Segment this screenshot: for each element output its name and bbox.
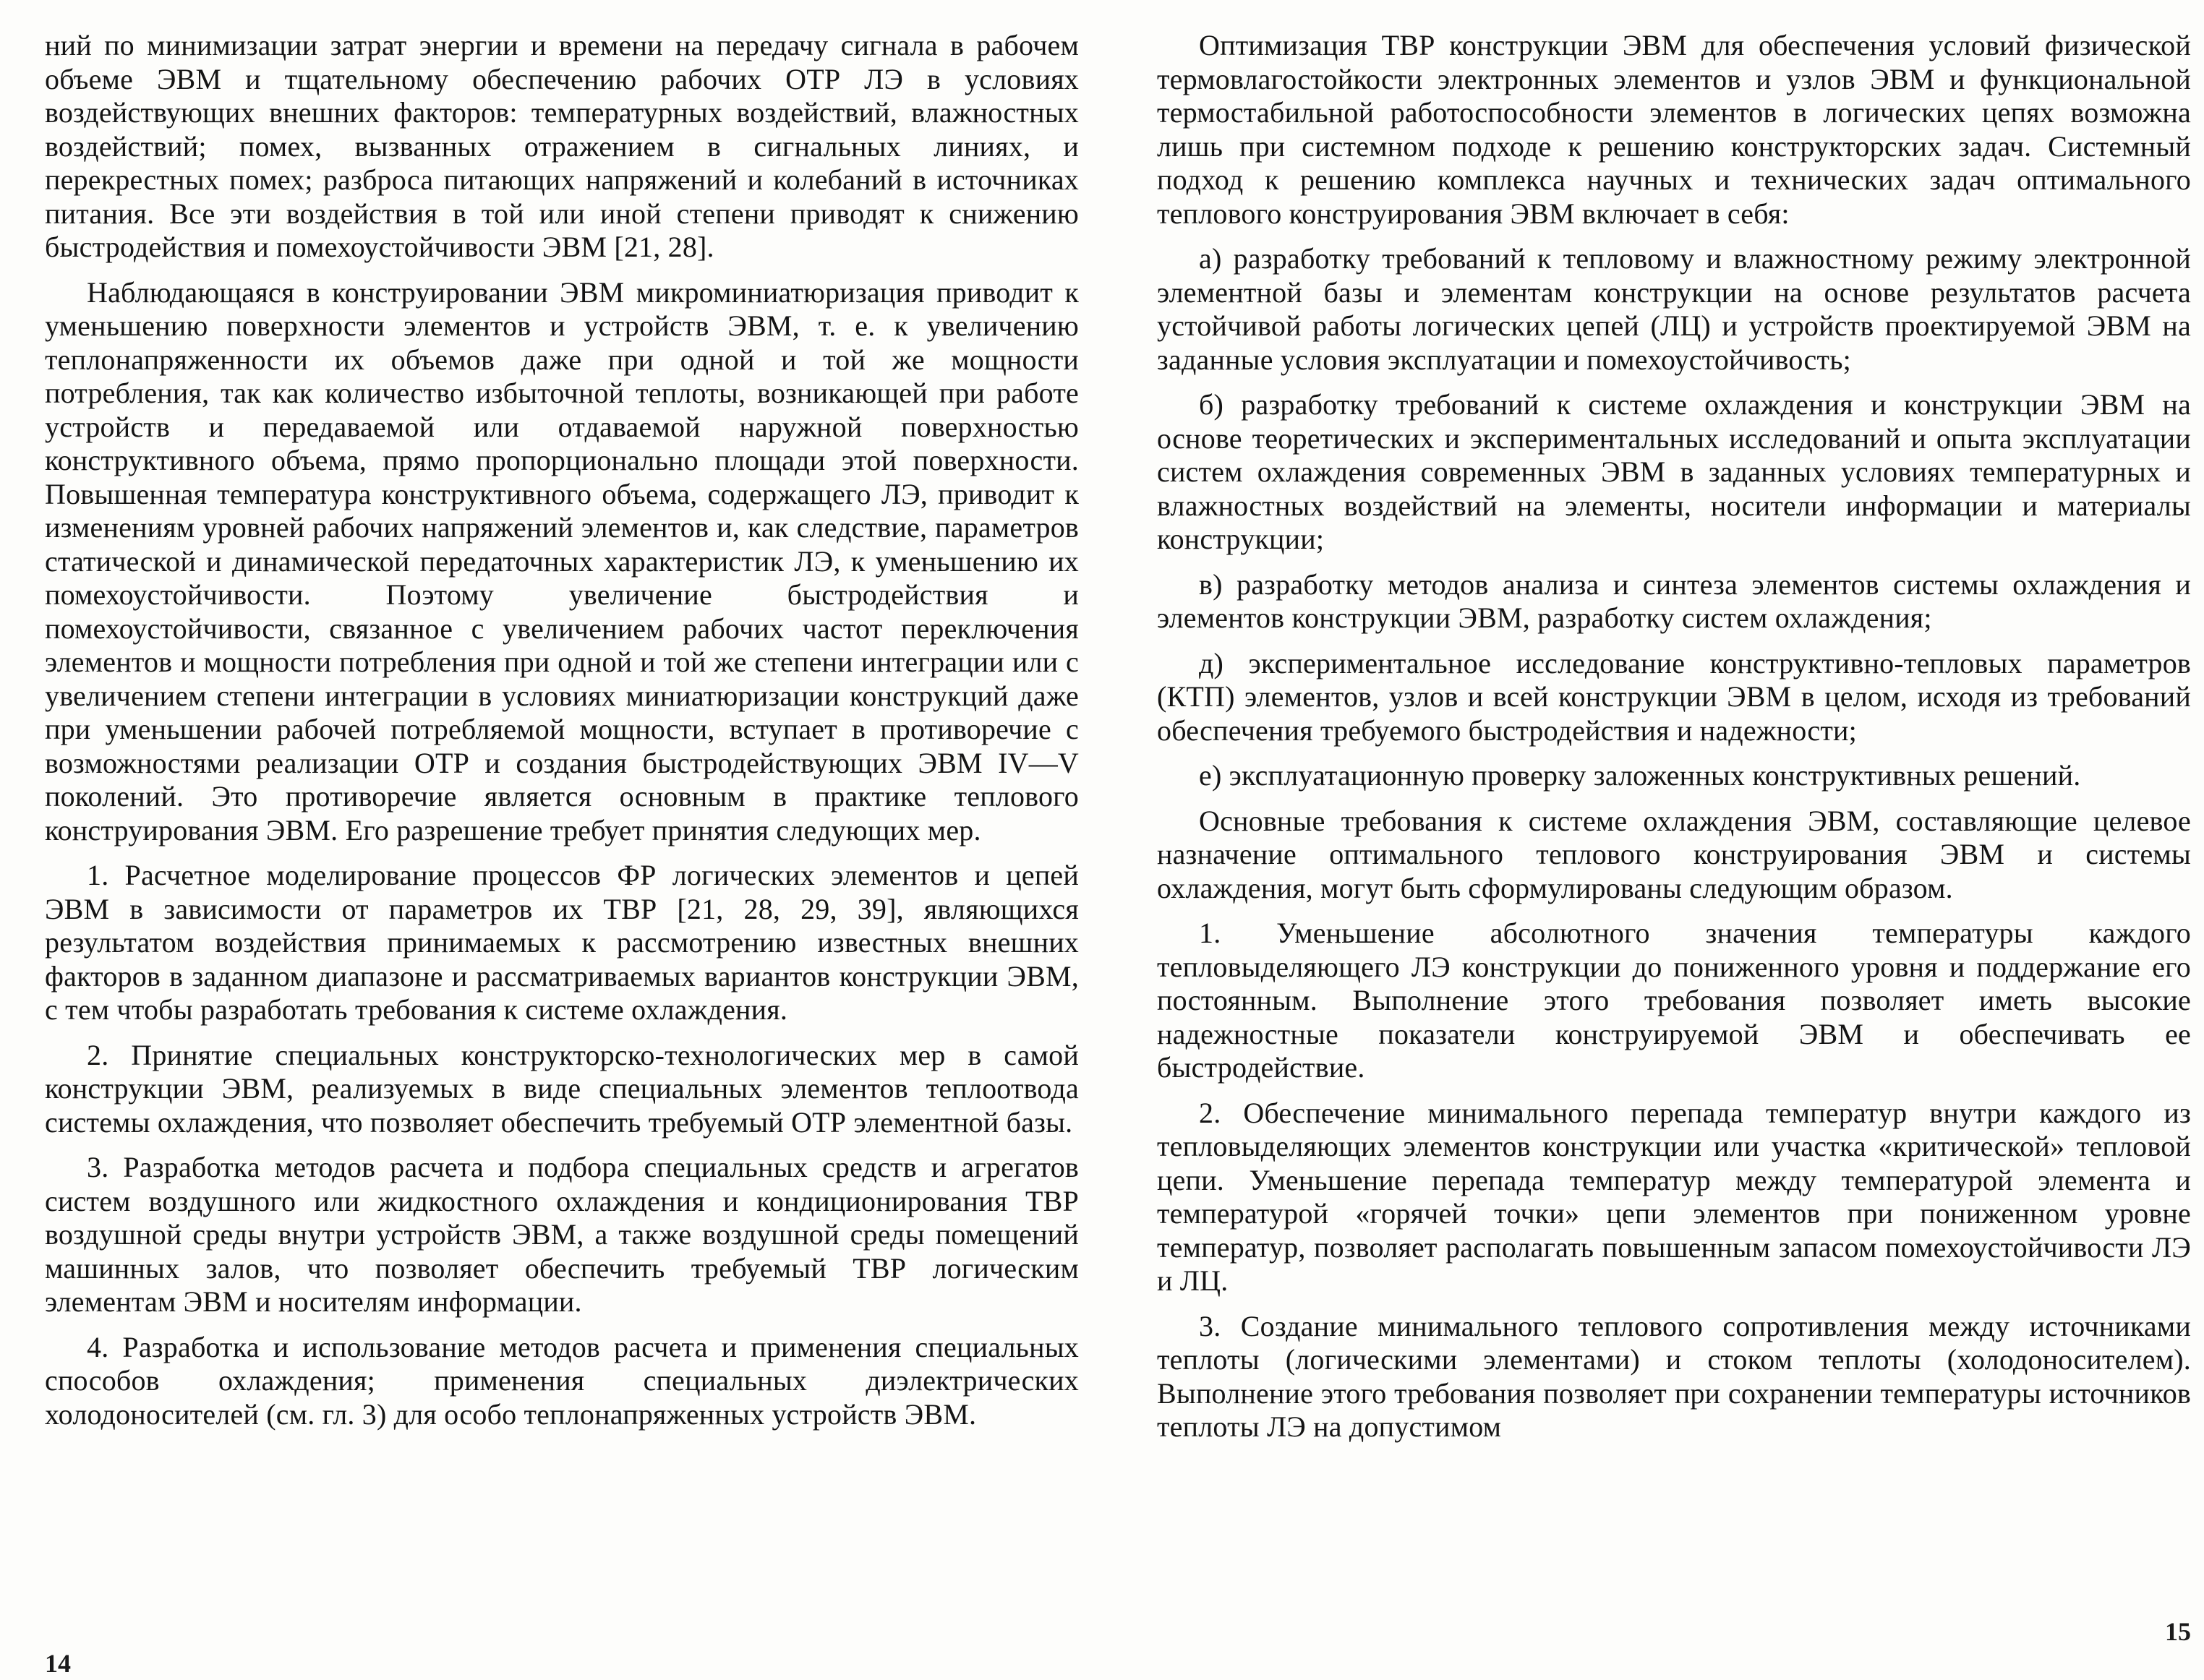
paragraph: 2. Принятие специальных конструкторско-технологических мер в самой конструкции ЭВМ, реализуемых в виде специальных элементов теплоотвода системы охлаждения, что позволяет обеспечить требуемый ОТР элементной базы. [45, 1038, 1079, 1139]
right-page-text [1157, 29, 2191, 1456]
paragraph: 1. Уменьшение абсолютного значения температуры каждого тепловыделяющего ЛЭ конструкции до пониженного уровня и поддержание его постоянным. Выполнение этого требования позволяет иметь высокие надежностные показатели конструируемой ЭВМ и обеспечивать ее быстродействие. [1157, 917, 2191, 1084]
paragraph: б) разработку требований к системе охлаждения и конструкции ЭВМ на основе теоретических и экспериментальных исследований и опыта эксплуатации систем охлаждения современных ЭВМ в заданных условиях температурных и влажностных воздействий на элементы, носители информации и материалы конструкции; [1157, 388, 2191, 555]
paragraph: 2. Обеспечение минимального перепада температур внутри каждого из тепловыделяющих элементов конструкции или участка «критической» тепловой цепи. Уменьшение перепада температур между температурой элемента и температурой «горячей точки» цепи элементов при пониженном уровне температур, позволяет располагать повышенным запасом помехоустойчивости ЛЭ и ЛЦ. [1157, 1096, 2191, 1297]
paragraph: Оптимизация ТВР конструкции ЭВМ для обеспечения условий физической термовлагостойкости электронных элементов и узлов ЭВМ и функциональной термостабильной работоспособности элементов в логических цепях возможна лишь при системном подходе к решению конструкторских задач. Системный подход к решению комплекса научных и технических задач оптимального теплового конструирования ЭВМ включает в себя: [1157, 29, 2191, 230]
left-page [45, 29, 1079, 1678]
paragraph: 3. Разработка методов расчета и подбора специальных средств и агрегатов систем воздушного или жидкостного охлаждения и кондиционирования ТВР воздушной среды внутри устройств ЭВМ, а также воздушной среды помещений машинных залов, что позволяет обеспечить требуемый ТВР логическим элементам ЭВМ и носителям информации. [45, 1151, 1079, 1318]
paragraph: 4. Разработка и использование методов расчета и применения специальных способов охлаждения; применения специальных диэлектрических холодоносителей (см. гл. 3) для особо теплонапряженных устройств ЭВМ. [45, 1330, 1079, 1431]
paragraph: 3. Создание минимального теплового сопротивления между источниками теплоты (логическими элементами) и стоком теплоты (холодоносителем). Выполнение этого требования позволяет при сохранении температуры источников теплоты ЛЭ на допустимом [1157, 1309, 2191, 1443]
paragraph: Основные требования к системе охлаждения ЭВМ, составляющие целевое назначение оптимального теплового конструирования ЭВМ и системы охлаждения, могут быть сформулированы следующим образом. [1157, 804, 2191, 904]
paragraph: 1. Расчетное моделирование процессов ФР логических элементов и цепей ЭВМ в зависимости от параметров их ТВР [21, 28, 29, 39], являющихся результатом воздействия принимаемых к рассмотрению известных внешних факторов в заданном диапазоне и рассматриваемых вариантов конструкции ЭВМ, с тем чтобы разработать требования к системе охлаждения. [45, 859, 1079, 1026]
right-page [1157, 29, 2191, 1648]
paragraph: Наблюдающаяся в конструировании ЭВМ микроминиатюризация приводит к уменьшению поверхности элементов и устройств ЭВМ, т. е. к увеличению теплонапряженности их объемов даже при одной и той же мощности потребления, так как количество избыточной теплоты, возникающей при работе устройств и передаваемой или отдаваемой наружной поверхностью конструктивного объема, прямо пропорционально площади этой поверхности. Повышенная температура конструктивного объема, содержащего ЛЭ, приводит к изменениям уровней рабочих напряжений элементов и, как следствие, параметров статической и динамической передаточных характеристик ЛЭ, к уменьшению их помехоустойчивости. Поэтому увеличение быстродействия и помехоустойчивости, связанное с увеличением рабочих частот переключения элементов и мощности потребления при одной и той же степени интеграции или с увеличением степени интеграции в условиях миниатюризации конструкций даже при уменьшении рабочей потребляемой мощности, вступает в противоречие с возможностями реализации ОТР и создания быстродействующих ЭВМ IV—V поколений. Это противоречие является основным в практике теплового конструирования ЭВМ. Его разрешение требует принятия следующих мер. [45, 275, 1079, 847]
paragraph: е) эксплуатационную проверку заложенных конструктивных решений. [1199, 759, 2081, 792]
paragraph: в) разработку методов анализа и синтеза элементов системы охлаждения и элементов конструкции ЭВМ, разработку систем охлаждения; [1157, 567, 2191, 634]
page-number: 14 [45, 1649, 71, 1678]
left-page-text [45, 29, 1079, 1443]
page-number: 15 [2165, 1617, 2191, 1646]
paragraph: д) экспериментальное исследование конструктивно-тепловых параметров (КТП) элементов, узлов и всей конструкции ЭВМ в целом, исходя из требований обеспечения требуемого быстродействия и надежности; [1157, 646, 2191, 747]
paragraph: ний по минимизации затрат энергии и времени на передачу сигнала в рабочем объеме ЭВМ и тщательному обеспечению рабочих ОТР ЛЭ в условиях воздействующих внешних факторов: температурных воздействий, влажностных воздействий; помех, вызванных отражением в сигнальных линиях, и перекрестных помех; разброса питающих напряжений и колебаний в источниках питания. Все эти воздействия в той или иной степени приводят к снижению быстродействия и помехоустойчивости ЭВМ [21, 28]. [45, 29, 1079, 263]
paragraph: а) разработку требований к тепловому и влажностному режиму электронной элементной базы и элементам конструкции на основе результатов расчета устойчивой работы логических цепей (ЛЦ) и устройств проектируемой ЭВМ на заданные условия эксплуатации и помехоустойчивость; [1157, 242, 2191, 376]
